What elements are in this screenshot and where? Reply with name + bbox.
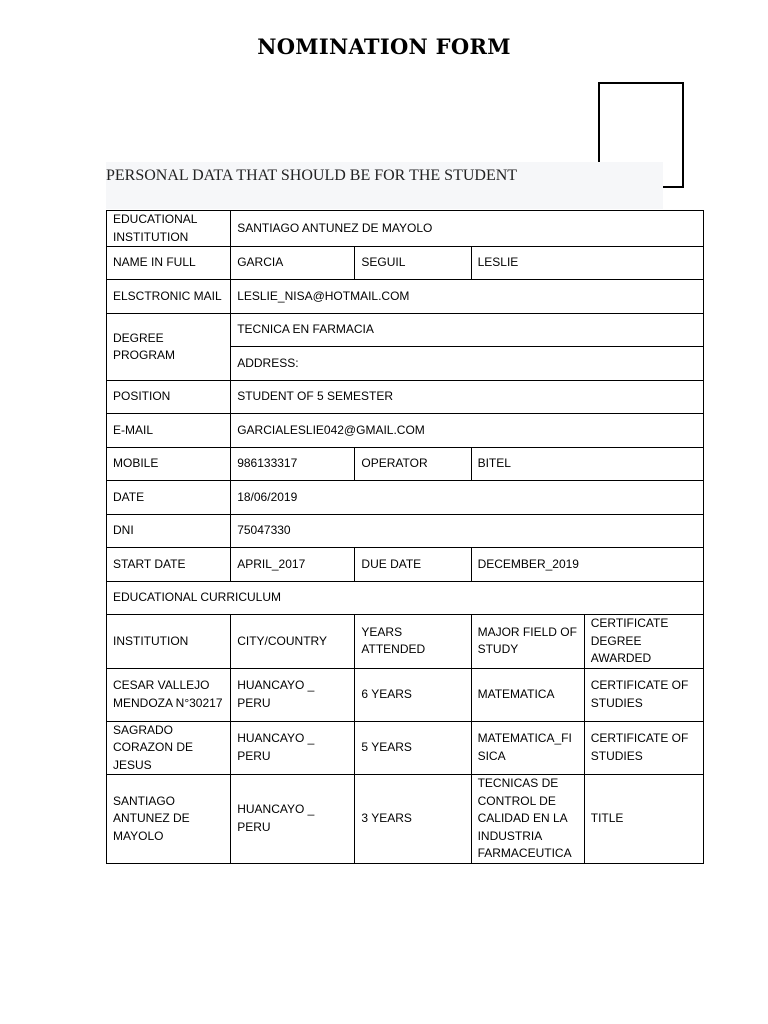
label-mobile: MOBILE bbox=[107, 448, 231, 481]
label-dni: DNI bbox=[107, 515, 231, 548]
header-certificate: CERTIFICATE DEGREE AWARDED bbox=[584, 615, 703, 669]
label-name-in-full: NAME IN FULL bbox=[107, 247, 231, 280]
row-electronic-mail bbox=[107, 280, 704, 314]
curriculum-row bbox=[107, 721, 704, 775]
value-operator: BITEL bbox=[471, 448, 703, 481]
row-dni bbox=[107, 515, 704, 548]
row-name-in-full bbox=[107, 247, 704, 280]
label-operator: OPERATOR bbox=[355, 448, 471, 481]
row-start-date bbox=[107, 548, 704, 582]
label-electronic-mail: ELSCTRONIC MAIL bbox=[107, 280, 231, 314]
cell-major-field: MATEMATICA bbox=[471, 668, 584, 721]
cell-years-attended: 5 YEARS bbox=[355, 721, 471, 775]
value-electronic-mail: LESLIE_NISA@HOTMAIL.COM bbox=[231, 280, 704, 314]
cell-institution: SAGRADO CORAZON DE JESUS bbox=[107, 721, 231, 775]
label-start-date: START DATE bbox=[107, 548, 231, 582]
row-date bbox=[107, 481, 704, 515]
header-major-field: MAJOR FIELD OF STUDY bbox=[471, 615, 584, 669]
header-city-country: CITY/COUNTRY bbox=[231, 615, 355, 669]
header-institution: INSTITUTION bbox=[107, 615, 231, 669]
curriculum-title: EDUCATIONAL CURRICULUM bbox=[107, 582, 704, 615]
cell-city-country: HUANCAYO _ PERU bbox=[231, 668, 355, 721]
cell-certificate: CERTIFICATE OF STUDIES bbox=[584, 721, 703, 775]
value-date: 18/06/2019 bbox=[231, 481, 704, 515]
cell-certificate: CERTIFICATE OF STUDIES bbox=[584, 668, 703, 721]
cell-institution: CESAR VALLEJO MENDOZA N°30217 bbox=[107, 668, 231, 721]
curriculum-row bbox=[107, 668, 704, 721]
row-mobile bbox=[107, 448, 704, 481]
label-date: DATE bbox=[107, 481, 231, 515]
value-surname-1: GARCIA bbox=[231, 247, 355, 280]
document-title: NOMINATION FORM bbox=[257, 34, 511, 59]
label-degree-program: DEGREE PROGRAM bbox=[107, 314, 231, 381]
cell-major-field: MATEMATICA_FISICA bbox=[471, 721, 584, 775]
curriculum-row bbox=[107, 775, 704, 864]
value-position: STUDENT OF 5 SEMESTER bbox=[231, 381, 704, 414]
header-years-attended: YEARS ATTENDED bbox=[355, 615, 471, 669]
section-subtitle: PERSONAL DATA THAT SHOULD BE FOR THE STUDENT bbox=[106, 167, 518, 184]
value-start-date: APRIL_2017 bbox=[231, 548, 355, 582]
row-educational-institution bbox=[107, 211, 704, 247]
label-position: POSITION bbox=[107, 381, 231, 414]
value-surname-2: SEGUIL bbox=[355, 247, 471, 280]
cell-major-field: TECNICAS DE CONTROL DE CALIDAD EN LA INDUSTRIA FARMACEUTICA bbox=[471, 775, 584, 864]
label-due-date: DUE DATE bbox=[355, 548, 471, 582]
value-dni: 75047330 bbox=[231, 515, 704, 548]
cell-institution: SANTIAGO ANTUNEZ DE MAYOLO bbox=[107, 775, 231, 864]
row-degree-program bbox=[107, 314, 704, 347]
value-mobile: 986133317 bbox=[231, 448, 355, 481]
row-curriculum-title bbox=[107, 582, 704, 615]
cell-city-country: HUANCAYO _ PERU bbox=[231, 721, 355, 775]
label-address: ADDRESS: bbox=[231, 347, 704, 381]
cell-certificate: TITLE bbox=[584, 775, 703, 864]
value-email: GARCIALESLIE042@GMAIL.COM bbox=[231, 414, 704, 448]
cell-city-country: HUANCAYO _ PERU bbox=[231, 775, 355, 864]
value-degree-program: TECNICA EN FARMACIA bbox=[231, 314, 704, 347]
value-given-name: LESLIE bbox=[471, 247, 703, 280]
cell-years-attended: 6 YEARS bbox=[355, 668, 471, 721]
curriculum-header-row bbox=[107, 615, 704, 669]
value-educational-institution: SANTIAGO ANTUNEZ DE MAYOLO bbox=[231, 211, 704, 247]
cell-years-attended: 3 YEARS bbox=[355, 775, 471, 864]
row-position bbox=[107, 381, 704, 414]
value-due-date: DECEMBER_2019 bbox=[471, 548, 703, 582]
label-educational-institution: EDUCATIONAL INSTITUTION bbox=[107, 211, 231, 247]
row-email bbox=[107, 414, 704, 448]
nomination-form-table bbox=[106, 210, 704, 864]
label-email: E-MAIL bbox=[107, 414, 231, 448]
